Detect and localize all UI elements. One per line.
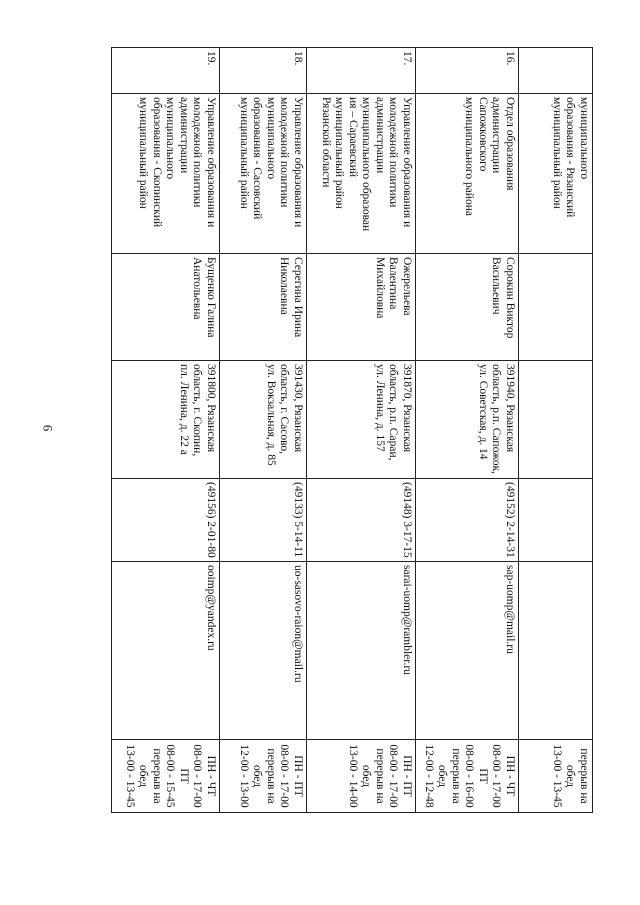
- contacts-table-rotated: [112, 47, 593, 812]
- schedule-cell: ПН - ЧТ 08-00 - 17-00 ПТ 08-00 - 15-45 перерыв на обед 13-00 - 13-45: [112, 740, 220, 813]
- head-cell: Бущенко Галина Анатольевна: [112, 254, 220, 361]
- schedule-cell: ПН - ПТ 08-00 - 17-00 перерыв на обед 12-00 - 13-00: [220, 740, 307, 813]
- phone-cell: (49148) 3-17-15: [307, 479, 416, 562]
- num-cell: 18.: [220, 48, 307, 94]
- schedule-cell: перерыв на обед 13-00 - 13-45: [519, 740, 593, 813]
- org-cell: муниципального образования - Рязанский муниципальный район: [519, 94, 593, 254]
- phone-cell: (49133) 5-14-11: [220, 479, 307, 562]
- phone-cell: (49152) 2-14-31: [416, 479, 519, 562]
- email-cell: uo-sasovo-raion@mail.ru: [220, 562, 307, 740]
- email-cell: [519, 562, 593, 740]
- phone-cell: [519, 479, 593, 562]
- org-cell: Управление образования и молодежной политики муниципального образования - Сасовский муниципальный район: [220, 94, 307, 254]
- org-cell: Управление образования и молодежной политики администрации муниципального образован ия – Сараевский муниципальный район Рязанской области: [307, 94, 416, 254]
- email-cell: ooimp@yandex.ru: [112, 562, 220, 740]
- num-cell: 16.: [416, 48, 519, 94]
- address-cell: 391800, Рязанская область, г. Скопин, пл. Ленина, д. 22 а: [112, 361, 220, 479]
- contacts-table: [111, 47, 593, 813]
- address-cell: 391940, Рязанская область, р.п. Сапожок, ул. Советская, д. 14: [416, 361, 519, 479]
- address-cell: 391870, Рязанская область, р.п. Сараи, ул. Ленина, д. 157: [307, 361, 416, 479]
- table-row: [416, 48, 519, 813]
- email-cell: sap-uomp@mail.ru: [416, 562, 519, 740]
- table-row: [519, 48, 593, 813]
- phone-cell: (49156) 2-01-80: [112, 479, 220, 562]
- table-row: [307, 48, 416, 813]
- org-cell: Отдел образования администрации Сапожковского муниципального района: [416, 94, 519, 254]
- email-cell: sarai-uomp@rambler.ru: [307, 562, 416, 740]
- head-cell: Ожерельева Валентина Михайловна: [307, 254, 416, 361]
- num-cell: 17.: [307, 48, 416, 94]
- table-row: [220, 48, 307, 813]
- address-cell: 391430, Рязанская область, г. Сасово, ул. Вокзальная, д. 85: [220, 361, 307, 479]
- head-cell: [519, 254, 593, 361]
- num-cell: 19.: [112, 48, 220, 94]
- head-cell: Сорокин Виктор Васильевич: [416, 254, 519, 361]
- page-number: 6: [40, 424, 56, 432]
- num-cell: [519, 48, 593, 94]
- table-row: [112, 48, 220, 813]
- address-cell: [519, 361, 593, 479]
- head-cell: Серегина Ирина Николаевна: [220, 254, 307, 361]
- org-cell: Управление образования и молодежной политики администрации муниципального образования - Скопинский муниципальный район: [112, 94, 220, 254]
- schedule-cell: ПН - ПТ 08-00 - 17-00 перерыв на обед 13-00 - 14-00: [307, 740, 416, 813]
- schedule-cell: ПН - ЧТ 08-00 - 17-00 ПТ 08-00 - 16-00 перерыв на обед 12-00 - 12-48: [416, 740, 519, 813]
